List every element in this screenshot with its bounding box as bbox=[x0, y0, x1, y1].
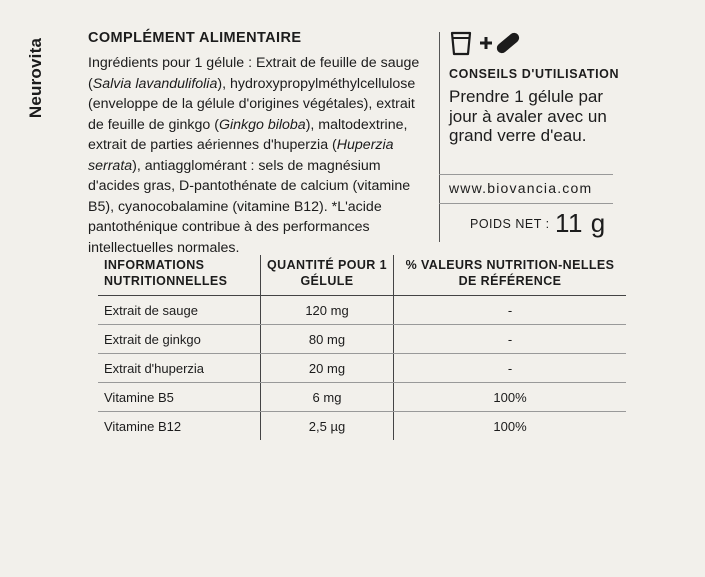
brand-vertical bbox=[16, 28, 56, 128]
advice-title: CONSEILS D'UTILISATION bbox=[449, 67, 620, 81]
ingredients-part: Ingrédients pour 1 gélule : Extrait de feuille de sauge ( bbox=[88, 55, 420, 92]
divider bbox=[439, 174, 613, 175]
table-row bbox=[98, 412, 626, 441]
row-quantity: 120 mg bbox=[261, 296, 394, 325]
ingredients-latin-name: Salvia lavandulifolia bbox=[92, 75, 218, 92]
table-row bbox=[98, 354, 626, 383]
net-weight-label: POIDS NET : bbox=[470, 217, 550, 231]
row-reference: - bbox=[394, 325, 627, 354]
row-nutrient: Extrait de sauge bbox=[98, 296, 261, 325]
brand-name: Neurovita bbox=[26, 37, 45, 119]
header-quantity: QUANTITÉ POUR 1 GÉLULE bbox=[261, 255, 394, 296]
row-reference: - bbox=[394, 354, 627, 383]
advice-text: Prendre 1 gélule par jour à avaler avec un grand verre d'eau. bbox=[449, 87, 607, 145]
divider bbox=[439, 203, 613, 204]
table-row bbox=[98, 325, 626, 354]
row-nutrient: Vitamine B12 bbox=[104, 418, 182, 434]
row-quantity: 6 mg bbox=[261, 383, 394, 412]
ingredients-text bbox=[88, 53, 433, 258]
product-type-title: COMPLÉMENT ALIMENTAIRE bbox=[88, 30, 302, 46]
ingredients-latin-name: Huperzia serrata bbox=[88, 137, 394, 174]
glass-icon bbox=[452, 33, 470, 54]
usage-icons bbox=[450, 30, 530, 56]
ingredients-latin-name: Ginkgo biloba bbox=[218, 116, 306, 133]
row-quantity: 80 mg bbox=[261, 325, 394, 354]
row-quantity: 2,5 µg bbox=[261, 412, 394, 441]
table-row bbox=[98, 383, 626, 412]
plus-icon bbox=[480, 37, 492, 49]
row-nutrient: Vitamine B5 bbox=[98, 383, 261, 412]
row-nutrient: Extrait de ginkgo bbox=[98, 325, 261, 354]
row-reference: 100% bbox=[493, 418, 527, 434]
nutrition-table bbox=[98, 255, 626, 440]
ingredients-part: ), maltodextrine, extrait de parties aériennes d'huperzia ( bbox=[88, 116, 408, 153]
divider bbox=[439, 32, 440, 242]
table-header-row bbox=[98, 255, 626, 296]
table-row bbox=[98, 296, 626, 325]
ingredients-part: ), hydroxypropylméthylcellulose (enveloppe de la gélule d'origines végétales), extrait de feuille de ginkgo ( bbox=[88, 75, 416, 133]
row-reference: - bbox=[394, 296, 627, 325]
header-reference-values: % VALEURS NUTRITION-NELLES DE RÉFÉRENCE bbox=[394, 255, 627, 296]
ingredients-part: ), antiagglomérant : sels de magnésium d'acides gras, D-pantothénate de calcium (vitamine B5), cyanocobalamine (vitamine B12). *L'acide pantothénique contribue à des performances intellectuelles normales. bbox=[88, 157, 411, 256]
website-link[interactable]: www.biovancia.com bbox=[449, 180, 593, 196]
net-weight-value: 11 g bbox=[555, 208, 606, 238]
row-nutrient: Extrait d'huperzia bbox=[98, 354, 261, 383]
row-quantity: 20 mg bbox=[261, 354, 394, 383]
row-reference: 100% bbox=[394, 383, 627, 412]
header-nutritional-info: INFORMATIONS NUTRITIONNELLES bbox=[98, 255, 261, 296]
capsule-icon bbox=[495, 31, 521, 55]
